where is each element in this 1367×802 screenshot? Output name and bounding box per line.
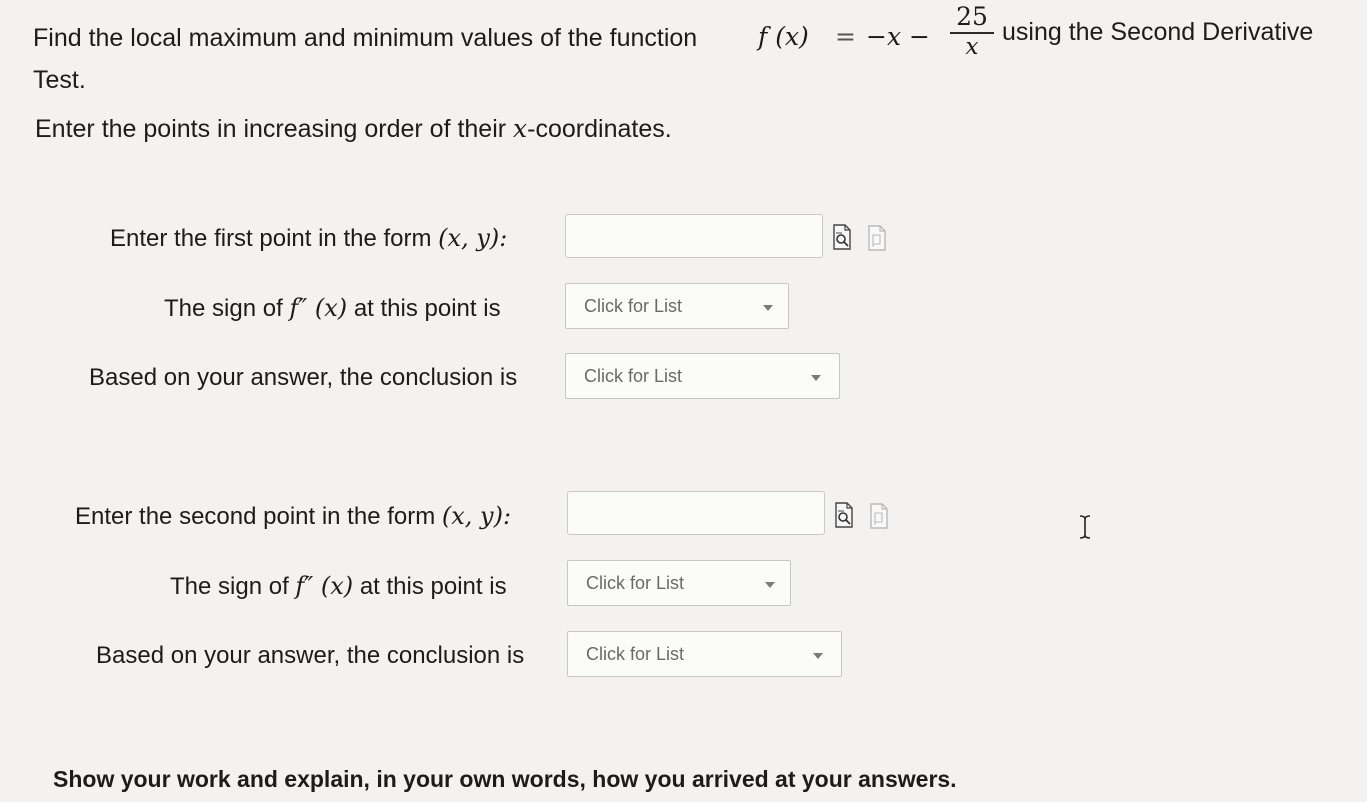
fraction-denominator: x: [965, 34, 979, 60]
instruction-line: [35, 114, 672, 144]
point2-fpp: f″ (x): [295, 572, 354, 600]
point1-fpp: f″ (x): [289, 294, 348, 322]
point2-sign-select-text: Click for List: [586, 573, 685, 593]
point2-form: (x, y):: [441, 502, 512, 530]
point1-sign-select[interactable]: [565, 283, 789, 329]
question-line-2: Test.: [33, 66, 86, 94]
point1-conclusion-label: Based on your answer, the conclusion is: [89, 364, 518, 391]
point1-form: (x, y):: [438, 224, 508, 252]
point2-conclusion-select-text: Click for List: [586, 644, 685, 664]
equals-sign: =: [835, 22, 856, 51]
neg-x-term: −x −: [866, 22, 930, 51]
equation-editor-icon[interactable]: [834, 502, 854, 528]
point1-label: [110, 224, 507, 253]
chevron-down-icon: [763, 305, 773, 311]
point2-sign-text: The sign of: [170, 573, 289, 600]
text-cursor-icon: [1078, 514, 1092, 540]
point1-sign-label: [164, 294, 501, 323]
point1-sign-select-text: Click for List: [584, 296, 683, 316]
fraction-25-over-x: [950, 4, 994, 58]
chevron-down-icon: [765, 582, 775, 588]
point2-conclusion-select[interactable]: [567, 631, 842, 677]
point2-input[interactable]: [567, 491, 825, 535]
point2-sign-select[interactable]: [567, 560, 791, 606]
question-prefix: Find the local maximum and minimum values of the function: [33, 24, 698, 52]
point1-input[interactable]: [565, 214, 823, 258]
point2-sign-label: [170, 572, 507, 601]
point2-label-text: Enter the second point in the form: [75, 503, 436, 530]
chevron-down-icon: [811, 375, 821, 381]
pdf-icon[interactable]: [867, 225, 887, 251]
fraction-numerator: 25: [956, 2, 988, 31]
point1-conclusion-select-text: Click for List: [584, 366, 683, 386]
instruction-var: x: [513, 114, 528, 143]
point2-sign-suffix: at this point is: [359, 573, 507, 600]
point1-label-text: Enter the first point in the form: [110, 225, 432, 252]
instruction-prefix: Enter the points in increasing order of their: [35, 115, 507, 143]
point2-conclusion-label: Based on your answer, the conclusion is: [96, 642, 525, 669]
point1-conclusion-select[interactable]: [565, 353, 840, 399]
question-suffix: using the Second Derivative: [1002, 18, 1314, 46]
show-work-instruction: Show your work and explain, in your own words, how you arrived at your answers.: [53, 766, 957, 792]
point1-sign-suffix: at this point is: [353, 295, 501, 322]
point1-sign-text: The sign of: [164, 295, 283, 322]
pdf-icon[interactable]: [869, 503, 889, 529]
question-line-1: [33, 24, 697, 53]
point2-label: [75, 502, 511, 531]
equation-editor-icon[interactable]: [832, 224, 852, 250]
chevron-down-icon: [813, 653, 823, 659]
function-name: f (x): [758, 22, 809, 51]
instruction-suffix: -coordinates.: [527, 115, 672, 143]
